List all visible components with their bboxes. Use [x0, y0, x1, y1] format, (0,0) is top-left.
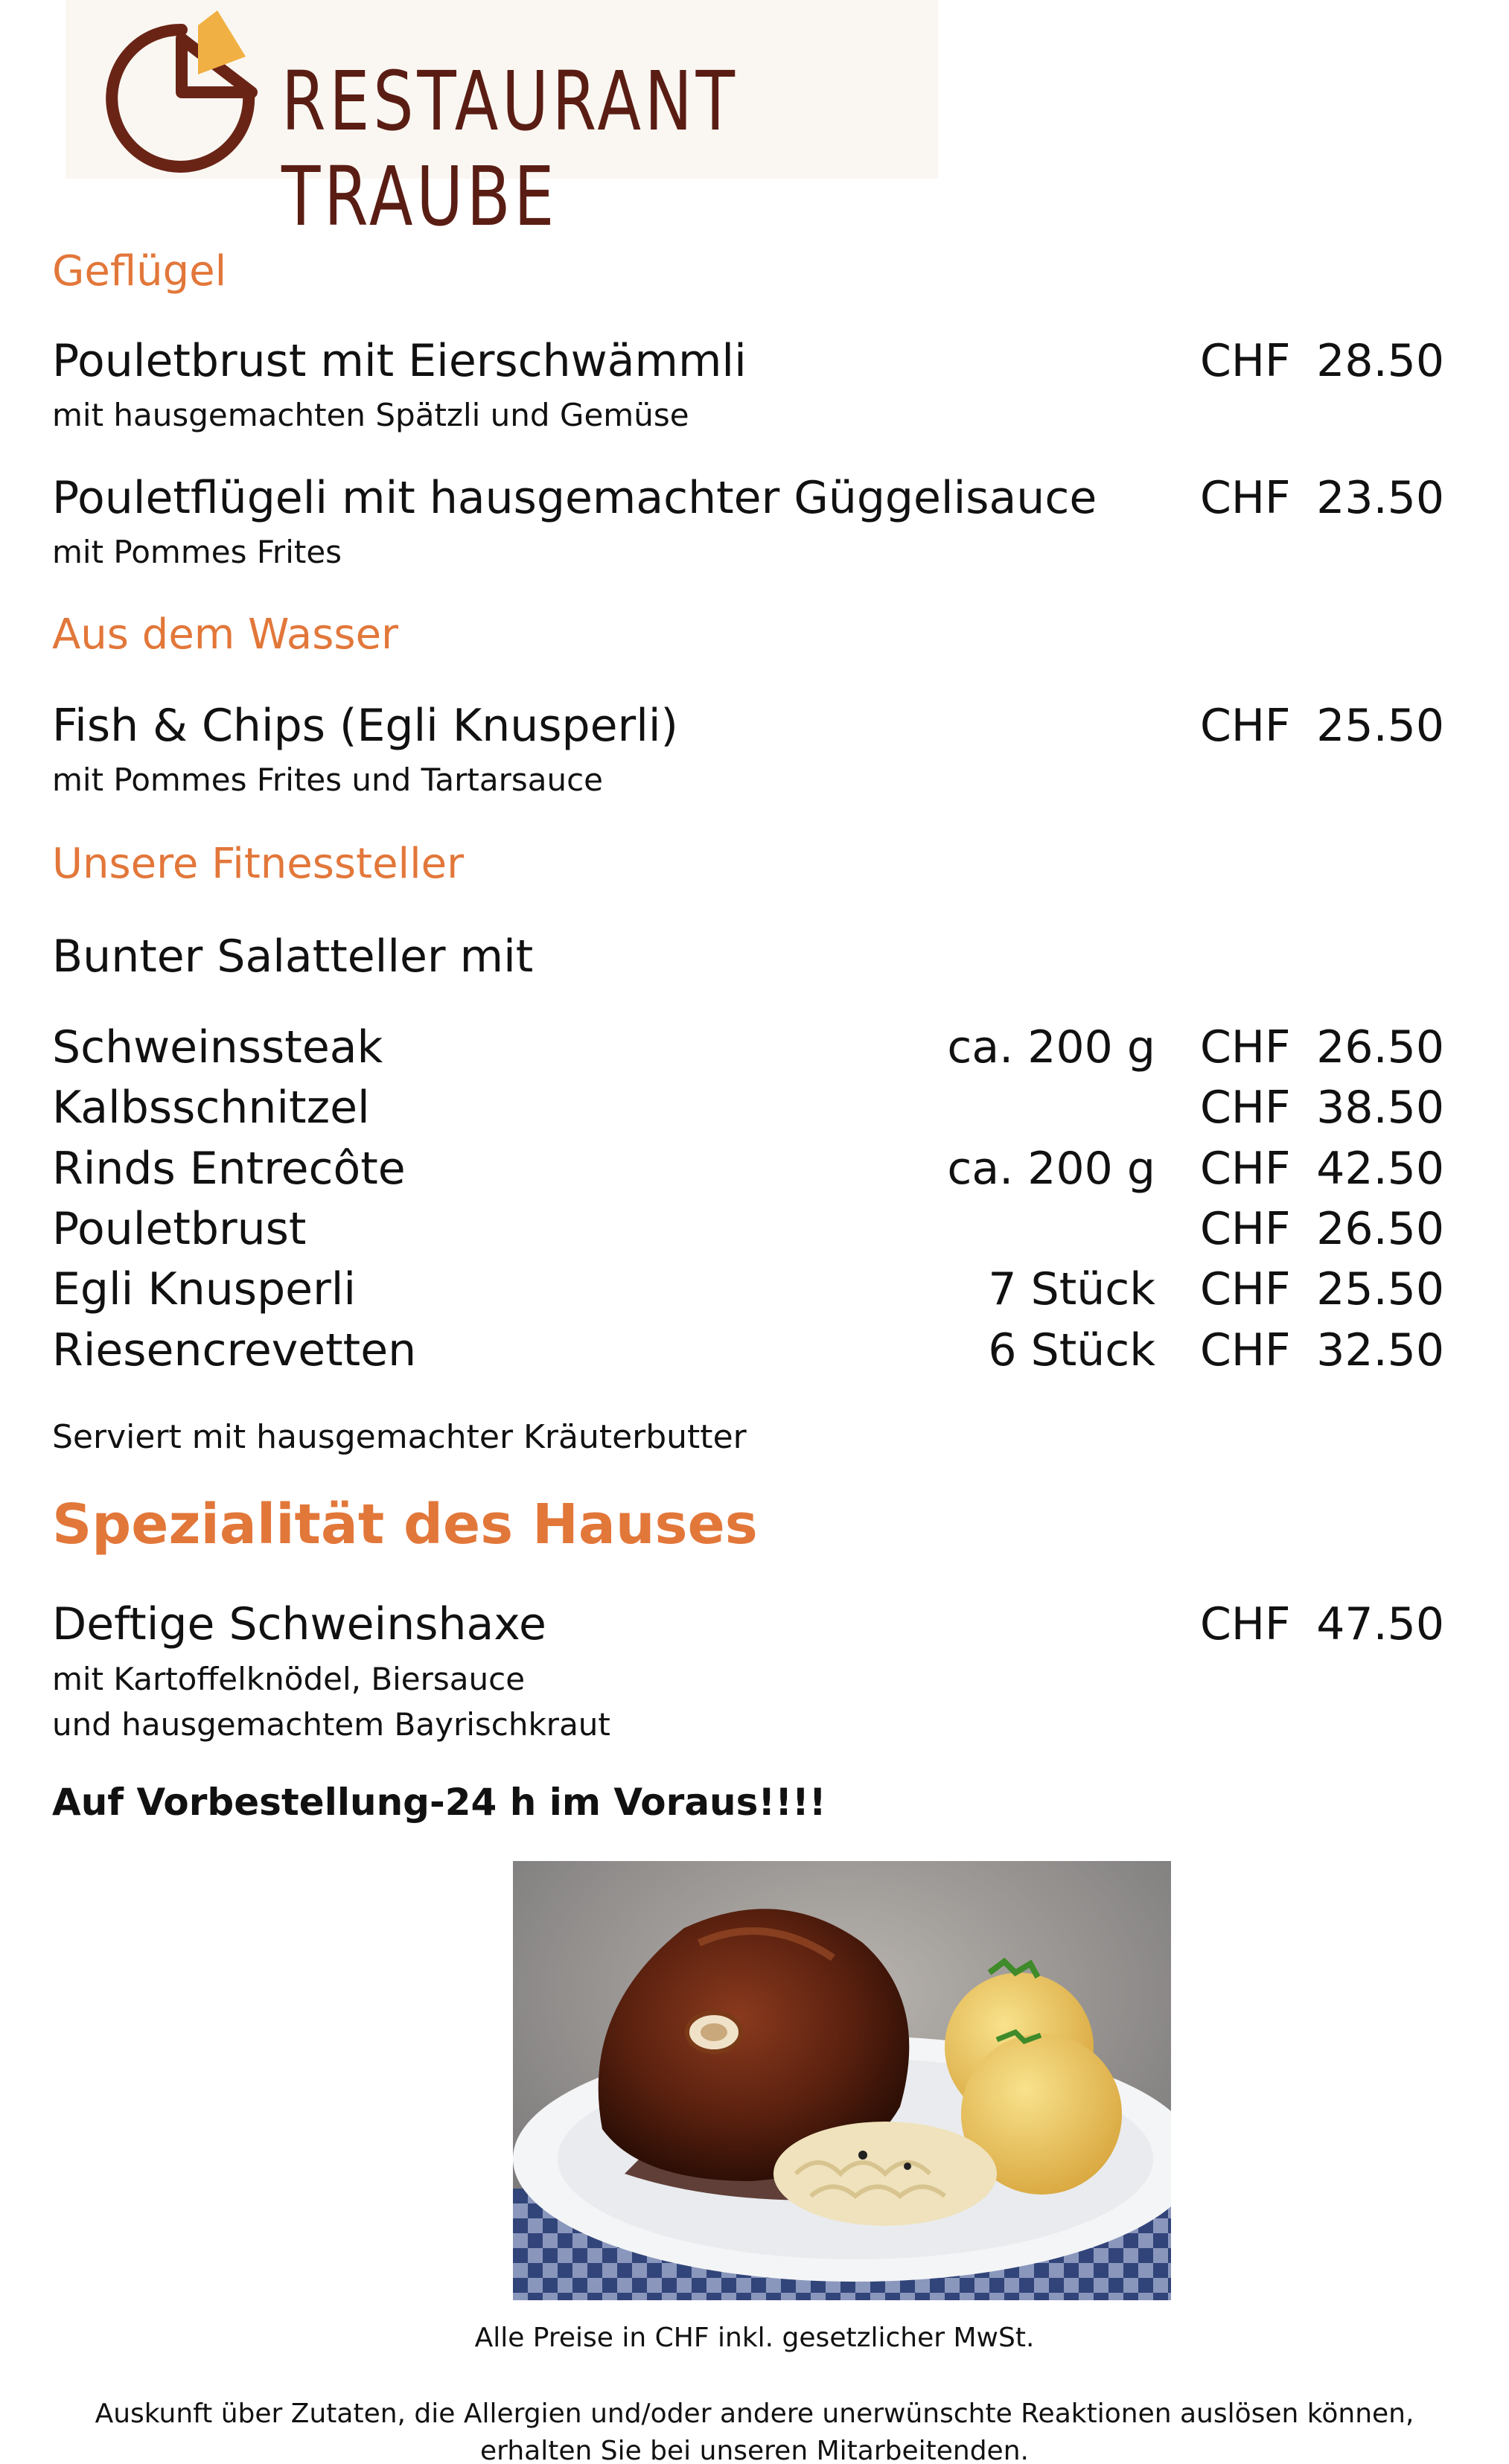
schweinshaxe-photo-illustration — [513, 1861, 1171, 2300]
vat-note: Alle Preise in CHF inkl. gesetzlicher MwSt. — [474, 2323, 1035, 2353]
dish-currency: CHF — [1200, 335, 1291, 387]
preorder-note: Auf Vorbestellung-24 h im Voraus!!!! — [52, 1781, 826, 1824]
section-title-poultry: Geflügel — [52, 247, 227, 296]
dish-currency: CHF — [1200, 472, 1291, 524]
dish-name: Fish & Chips (Egli Knusperli) — [52, 700, 678, 752]
restaurant-header — [66, 0, 938, 244]
fitness-item-name: Egli Knusperli — [52, 1263, 357, 1315]
dish-currency: CHF — [1200, 1598, 1291, 1650]
fitness-item-name: Riesencrevetten — [52, 1324, 417, 1376]
dish-description: mit Kartoffelknödel, Biersauce — [52, 1661, 526, 1697]
fitness-item-qty: 7 Stück — [988, 1263, 1155, 1315]
fitness-item-currency: CHF — [1200, 1021, 1291, 1073]
dish-name: Pouletbrust mit Eierschwämmli — [52, 335, 747, 387]
dish-description: mit hausgemachten Spätzli und Gemüse — [52, 397, 689, 433]
fitness-intro: Bunter Salatteller mit — [52, 931, 534, 983]
allergy-note-line2: erhalten Sie bei unseren Mitarbeitenden. — [480, 2436, 1029, 2464]
fitness-item-price: 26.50 — [1316, 1021, 1444, 1073]
fitness-item-qty: ca. 200 g — [947, 1021, 1155, 1073]
dish-currency: CHF — [1200, 700, 1291, 752]
dish-price: 28.50 — [1316, 335, 1444, 387]
fitness-item-price: 38.50 — [1316, 1082, 1444, 1134]
dish-name: Deftige Schweinshaxe — [52, 1598, 546, 1650]
fitness-item-name: Pouletbrust — [52, 1203, 307, 1255]
dish-description: und hausgemachtem Bayrischkraut — [52, 1706, 610, 1743]
fitness-item-currency: CHF — [1200, 1263, 1291, 1315]
fitness-item-currency: CHF — [1200, 1324, 1291, 1376]
restaurant-logo-icon — [73, 6, 296, 177]
fitness-item-qty: 6 Stück — [988, 1324, 1155, 1376]
fitness-item-qty: ca. 200 g — [947, 1143, 1155, 1195]
dish-description: mit Pommes Frites und Tartarsauce — [52, 762, 604, 798]
fitness-item-price: 32.50 — [1316, 1324, 1444, 1376]
fitness-item-currency: CHF — [1200, 1203, 1291, 1255]
fitness-item-name: Schweinssteak — [52, 1021, 383, 1073]
section-title-special: Spezialität des Hauses — [52, 1493, 758, 1557]
dish-price: 23.50 — [1316, 472, 1444, 524]
dish-price: 47.50 — [1316, 1598, 1444, 1650]
fitness-item-price: 26.50 — [1316, 1203, 1444, 1255]
fitness-item-currency: CHF — [1200, 1082, 1291, 1134]
dish-price: 25.50 — [1316, 700, 1444, 752]
dish-photo — [513, 1861, 1171, 2300]
fitness-item-name: Kalbsschnitzel — [52, 1082, 370, 1134]
fitness-item-currency: CHF — [1200, 1143, 1291, 1195]
fitness-note: Serviert mit hausgemachter Kräuterbutter — [52, 1418, 747, 1456]
section-title-fitness: Unsere Fitnessteller — [52, 840, 465, 888]
allergy-note-line1: Auskunft über Zutaten, die Allergien und/oder andere unerwünschte Reaktionen auslösen können, — [95, 2398, 1414, 2429]
fitness-item-price: 25.50 — [1316, 1263, 1444, 1315]
dish-description: mit Pommes Frites — [52, 534, 342, 570]
fitness-item-price: 42.50 — [1316, 1143, 1444, 1195]
restaurant-name: RESTAURANT TRAUBE — [281, 54, 738, 244]
fitness-item-name: Rinds Entrecôte — [52, 1143, 406, 1195]
dish-name: Pouletflügeli mit hausgemachter Güggelisauce — [52, 472, 1097, 524]
section-title-water: Aus dem Wasser — [52, 610, 399, 659]
